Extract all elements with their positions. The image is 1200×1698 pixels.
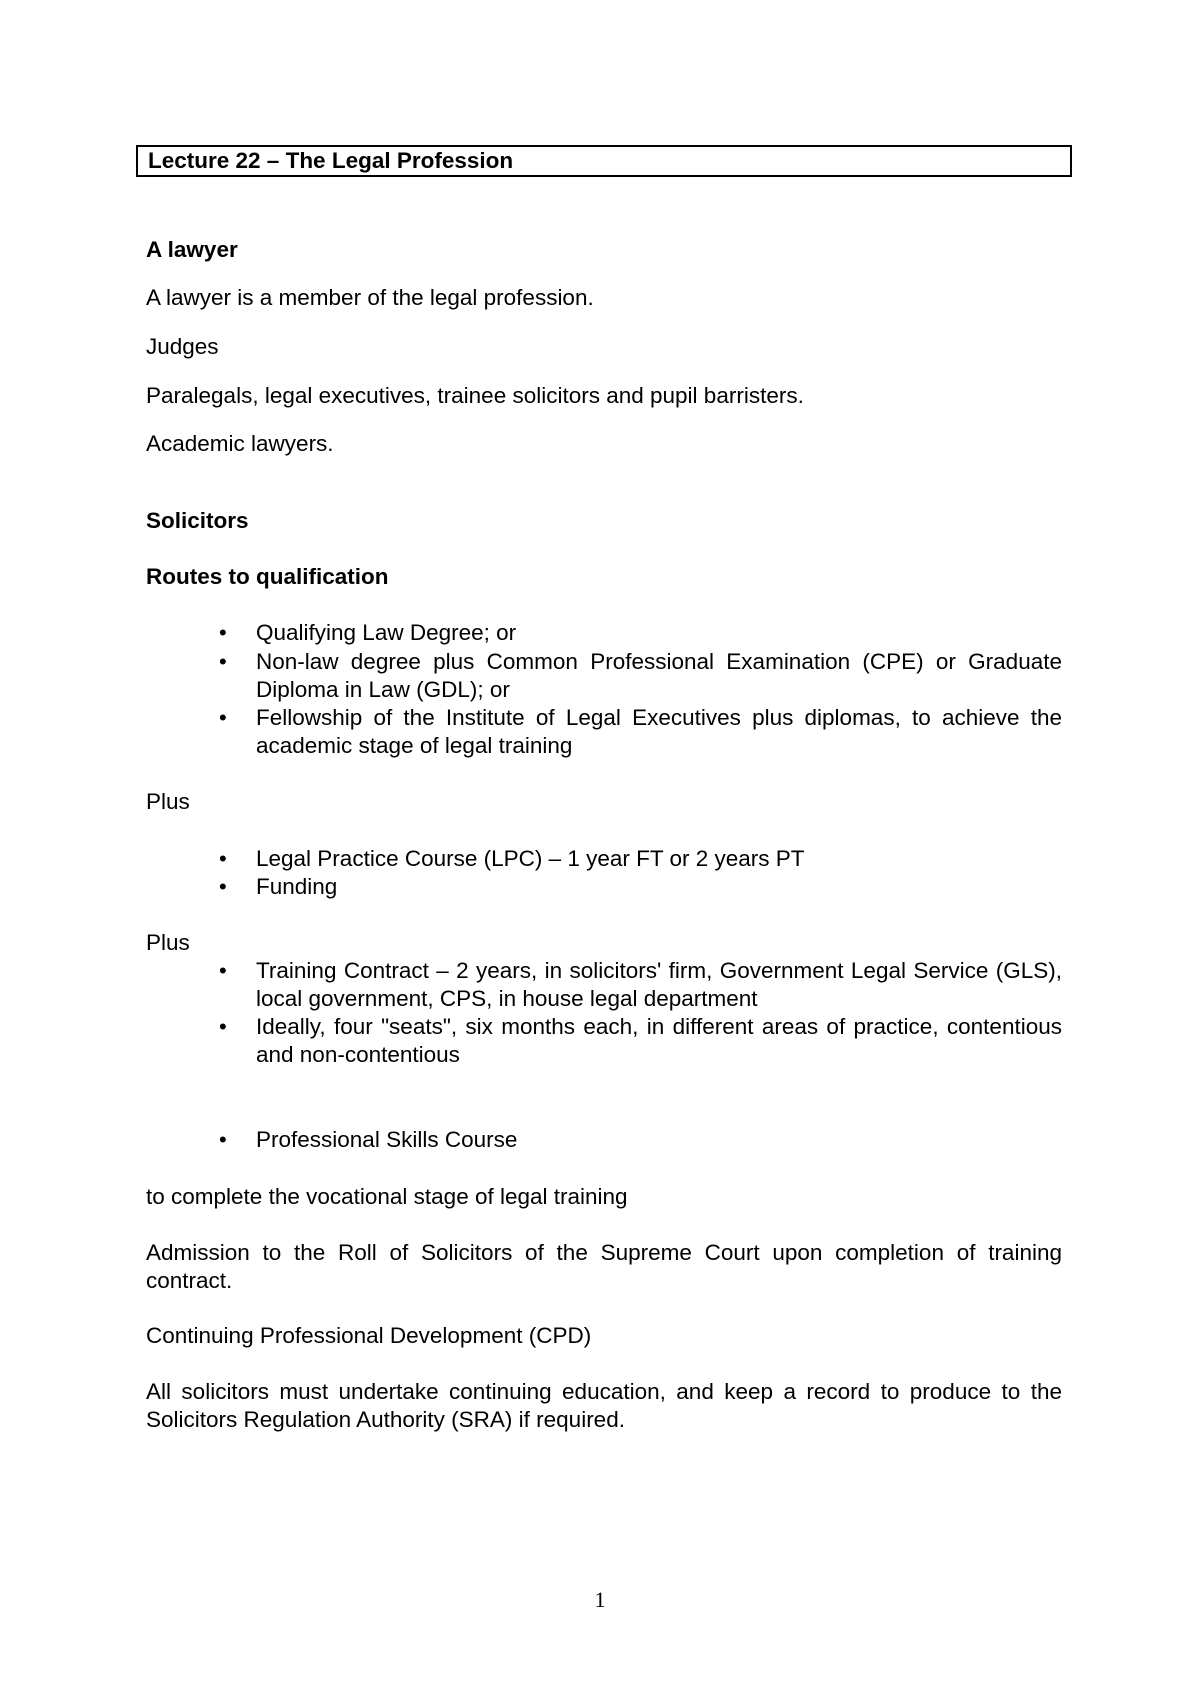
vocational-item: Legal Practice Course (LPC) – 1 year FT or 2 years PT: [256, 846, 805, 871]
page-number: 1: [594, 1587, 606, 1612]
bullet-icon: •: [219, 620, 227, 645]
route-item: Fellowship of the Institute of Legal Executives plus diplomas, to achieve the academic stage of legal training: [256, 705, 1062, 758]
skills-item: Professional Skills Course: [256, 1127, 518, 1152]
bullet-icon: •: [219, 705, 227, 730]
route-item: Qualifying Law Degree; or: [256, 620, 517, 645]
lawyer-item-paralegals: Paralegals, legal executives, trainee solicitors and pupil barristers.: [146, 383, 804, 408]
plus-label: Plus: [146, 789, 190, 814]
section-heading-lawyer: A lawyer: [146, 237, 238, 262]
page-title: Lecture 22 – The Legal Profession: [136, 145, 1072, 177]
cpd-text: All solicitors must undertake continuing education, and keep a record to produce to the Solicitors Regulation Authority (SRA) if required.: [146, 1379, 1062, 1432]
bullet-icon: •: [219, 1127, 227, 1152]
vocational-item: Funding: [256, 874, 338, 899]
bullet-icon: •: [219, 1014, 227, 1039]
section-heading-solicitors: Solicitors: [146, 508, 249, 533]
lawyer-definition: A lawyer is a member of the legal profession.: [146, 285, 594, 310]
subheading-routes: Routes to qualification: [146, 564, 389, 589]
training-item: Ideally, four "seats", six months each, in different areas of practice, contentious and non-contentious: [256, 1014, 1062, 1067]
bullet-icon: •: [219, 846, 227, 871]
lawyer-item-academic: Academic lawyers.: [146, 431, 334, 456]
bullet-icon: •: [219, 649, 227, 674]
vocational-stage-text: to complete the vocational stage of legal training: [146, 1184, 628, 1209]
cpd-heading: Continuing Professional Development (CPD): [146, 1323, 592, 1348]
lawyer-item-judges: Judges: [146, 334, 219, 359]
plus-label: Plus: [146, 930, 190, 955]
route-item: Non-law degree plus Common Professional Examination (CPE) or Graduate Diploma in Law (GDL); or: [256, 649, 1062, 702]
bullet-icon: •: [219, 874, 227, 899]
bullet-icon: •: [219, 958, 227, 983]
training-item: Training Contract – 2 years, in solicitors' firm, Government Legal Service (GLS), local government, CPS, in house legal department: [256, 958, 1062, 1011]
admission-text: Admission to the Roll of Solicitors of the Supreme Court upon completion of training contract.: [146, 1240, 1062, 1293]
